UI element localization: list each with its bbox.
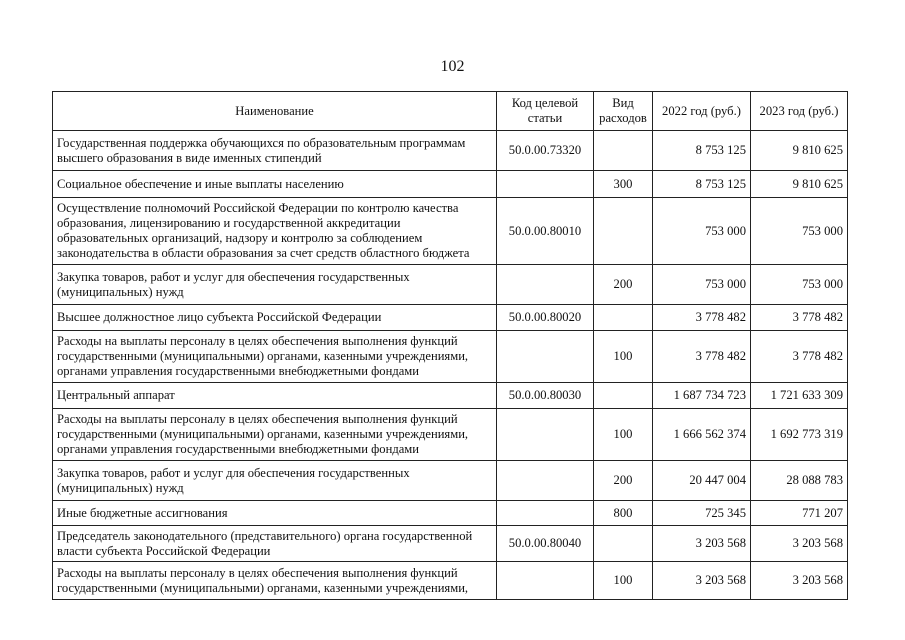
row-2023: 3 778 482 <box>751 305 848 331</box>
row-vid <box>594 131 653 171</box>
row-2023: 9 810 625 <box>751 131 848 171</box>
header-code: Код целевой статьи <box>497 92 594 131</box>
table-row <box>53 409 848 461</box>
row-name: Расходы на выплаты персоналу в целях обеспечения выполнения функций государственными (муниципальными) органами, казенными учреждениями, органами управления государственными внебюджетными фондами <box>53 331 497 383</box>
row-name: Центральный аппарат <box>53 383 497 409</box>
row-2023: 1 692 773 319 <box>751 409 848 461</box>
row-code: 50.0.00.73320 <box>497 131 594 171</box>
row-code: 50.0.00.80030 <box>497 383 594 409</box>
row-name: Расходы на выплаты персоналу в целях обеспечения выполнения функций государственными (муниципальными) органами, казенными учреждениями, <box>53 562 497 600</box>
row-name: Расходы на выплаты персоналу в целях обеспечения выполнения функций государственными (муниципальными) органами, казенными учреждениями, органами управления государственными внебюджетными фондами <box>53 409 497 461</box>
table-row <box>53 131 848 171</box>
row-vid <box>594 198 653 265</box>
row-2022: 3 778 482 <box>653 331 751 383</box>
row-2022: 1 687 734 723 <box>653 383 751 409</box>
table-row <box>53 526 848 562</box>
row-2022: 3 203 568 <box>653 562 751 600</box>
row-2023: 753 000 <box>751 198 848 265</box>
row-2023: 9 810 625 <box>751 171 848 198</box>
budget-table <box>52 91 848 600</box>
row-name: Осуществление полномочий Российской Федерации по контролю качества образования, лицензированию и государственной аккредитации образовательных организаций, надзору и контролю за соблюдением законодательства в области образования за счет средств областного бюджета <box>53 198 497 265</box>
row-vid: 200 <box>594 461 653 501</box>
row-vid <box>594 383 653 409</box>
row-2023: 753 000 <box>751 265 848 305</box>
header-name: Наименование <box>53 92 497 131</box>
row-code <box>497 461 594 501</box>
row-2022: 8 753 125 <box>653 131 751 171</box>
row-2023: 3 778 482 <box>751 331 848 383</box>
row-code <box>497 171 594 198</box>
row-2022: 725 345 <box>653 501 751 526</box>
row-name: Закупка товаров, работ и услуг для обеспечения государственных (муниципальных) нужд <box>53 265 497 305</box>
table-header-row <box>53 92 848 131</box>
row-code <box>497 501 594 526</box>
table-row <box>53 562 848 600</box>
header-vid: Вид расходов <box>594 92 653 131</box>
row-name: Председатель законодательного (представительного) органа государственной власти субъекта Российской Федерации <box>53 526 497 562</box>
row-code <box>497 331 594 383</box>
row-2023: 771 207 <box>751 501 848 526</box>
row-code: 50.0.00.80020 <box>497 305 594 331</box>
table-row <box>53 198 848 265</box>
row-2022: 1 666 562 374 <box>653 409 751 461</box>
table-row <box>53 501 848 526</box>
page-number: 102 <box>440 58 465 75</box>
row-2022: 8 753 125 <box>653 171 751 198</box>
row-2022: 3 203 568 <box>653 526 751 562</box>
row-2022: 753 000 <box>653 198 751 265</box>
row-name: Высшее должностное лицо субъекта Российской Федерации <box>53 305 497 331</box>
row-vid: 100 <box>594 562 653 600</box>
row-name: Иные бюджетные ассигнования <box>53 501 497 526</box>
table-row <box>53 265 848 305</box>
row-vid: 300 <box>594 171 653 198</box>
row-code <box>497 562 594 600</box>
row-2023: 1 721 633 309 <box>751 383 848 409</box>
header-2022: 2022 год (руб.) <box>653 92 751 131</box>
row-name: Государственная поддержка обучающихся по образовательным программам высшего образования в виде именных стипендий <box>53 131 497 171</box>
row-vid: 200 <box>594 265 653 305</box>
row-2023: 3 203 568 <box>751 562 848 600</box>
row-2023: 3 203 568 <box>751 526 848 562</box>
header-2023: 2023 год (руб.) <box>751 92 848 131</box>
row-vid: 100 <box>594 409 653 461</box>
table-row <box>53 461 848 501</box>
table-row <box>53 171 848 198</box>
row-code: 50.0.00.80010 <box>497 198 594 265</box>
table-row <box>53 305 848 331</box>
row-2022: 753 000 <box>653 265 751 305</box>
row-2022: 20 447 004 <box>653 461 751 501</box>
row-code <box>497 265 594 305</box>
table-row <box>53 331 848 383</box>
row-2022: 3 778 482 <box>653 305 751 331</box>
row-name: Закупка товаров, работ и услуг для обеспечения государственных (муниципальных) нужд <box>53 461 497 501</box>
table-row <box>53 383 848 409</box>
row-2023: 28 088 783 <box>751 461 848 501</box>
row-vid <box>594 305 653 331</box>
row-vid <box>594 526 653 562</box>
row-code <box>497 409 594 461</box>
row-name: Социальное обеспечение и иные выплаты населению <box>53 171 497 198</box>
row-vid: 100 <box>594 331 653 383</box>
row-code: 50.0.00.80040 <box>497 526 594 562</box>
row-vid: 800 <box>594 501 653 526</box>
